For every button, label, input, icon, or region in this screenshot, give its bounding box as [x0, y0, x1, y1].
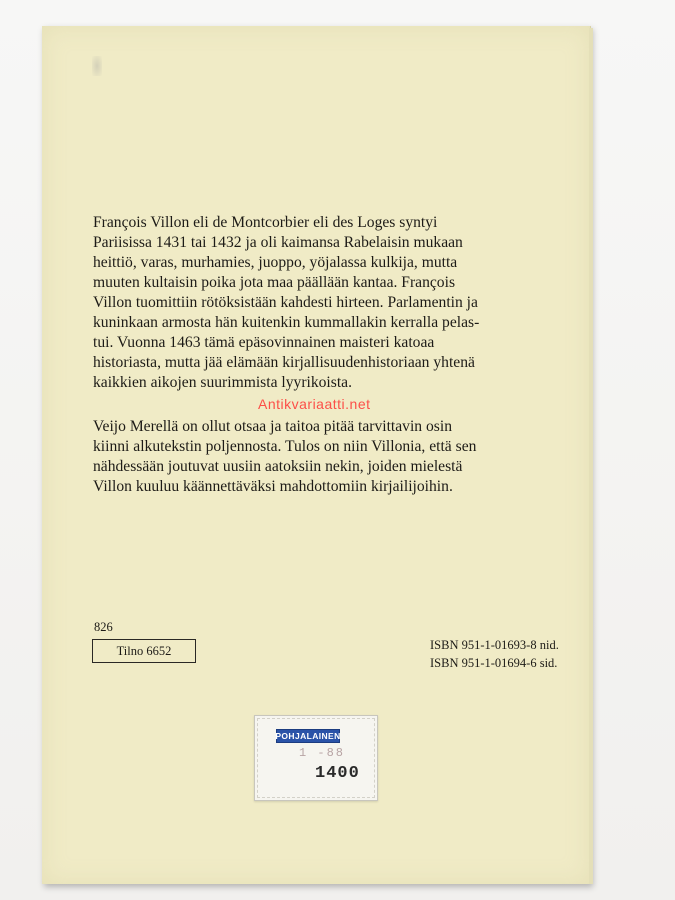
book-back-cover — [42, 26, 591, 884]
text-line: muuten kultaisin poika jota maa päällään kantaa. François — [93, 274, 456, 291]
text-line: Villon tuomittiin rötöksistään kahdesti hirteen. Parlamentin ja — [93, 294, 478, 311]
text-line: kiinni alkutekstin poljennosta. Tulos on niin Villonia, että sen — [93, 438, 477, 455]
text-line: heittiö, varas, murhamies, juoppo, yöjalassa kulkija, mutta — [93, 254, 458, 271]
cover-edge — [589, 28, 593, 884]
tilno-box — [92, 639, 196, 663]
class-code: 826 — [94, 620, 113, 634]
price-stamp: 1400 — [315, 764, 360, 783]
date-stamp: 1 -88 — [299, 746, 346, 760]
description-paragraph-1 — [93, 213, 546, 393]
isbn-sid: ISBN 951-1-01694-6 sid. — [430, 656, 558, 670]
isbn-nid: ISBN 951-1-01693-8 nid. — [430, 638, 559, 652]
watermark: Antikvariaatti.net — [258, 396, 371, 412]
text-line: nähdessään joutuvat uusiin aatoksiin nekin, joiden mielestä — [93, 458, 463, 475]
price-sticker — [254, 715, 378, 801]
text-line: tui. Vuonna 1463 tämä epäsovinnainen maisteri katoaa — [93, 334, 435, 351]
cover-scuff — [92, 56, 102, 76]
text-line: François Villon eli de Montcorbier eli des Loges syntyi — [93, 214, 438, 231]
store-label: POHJALAINEN — [275, 731, 341, 741]
description-paragraph-2 — [93, 417, 546, 497]
text-line: Pariisissa 1431 tai 1432 ja oli kaimansa Rabelaisin mukaan — [93, 234, 463, 251]
text-line: Veijo Merellä on ollut otsaa ja taitoa pitää tarvittavin osin — [93, 418, 452, 435]
text-line: historiasta, mutta jää elämään kirjallisuudenhistoriaan yhtenä — [93, 354, 475, 371]
text-line: kaikkien aikojen suurimmista lyyrikoista. — [93, 374, 352, 391]
text-line: kuninkaan armosta hän kuitenkin kummallakin kerralla pelas- — [93, 314, 480, 331]
text-line: Villon kuuluu käännettäväksi mahdottomiin kirjailijoihin. — [93, 478, 453, 495]
tilno-text: Tilno 6652 — [116, 643, 172, 658]
